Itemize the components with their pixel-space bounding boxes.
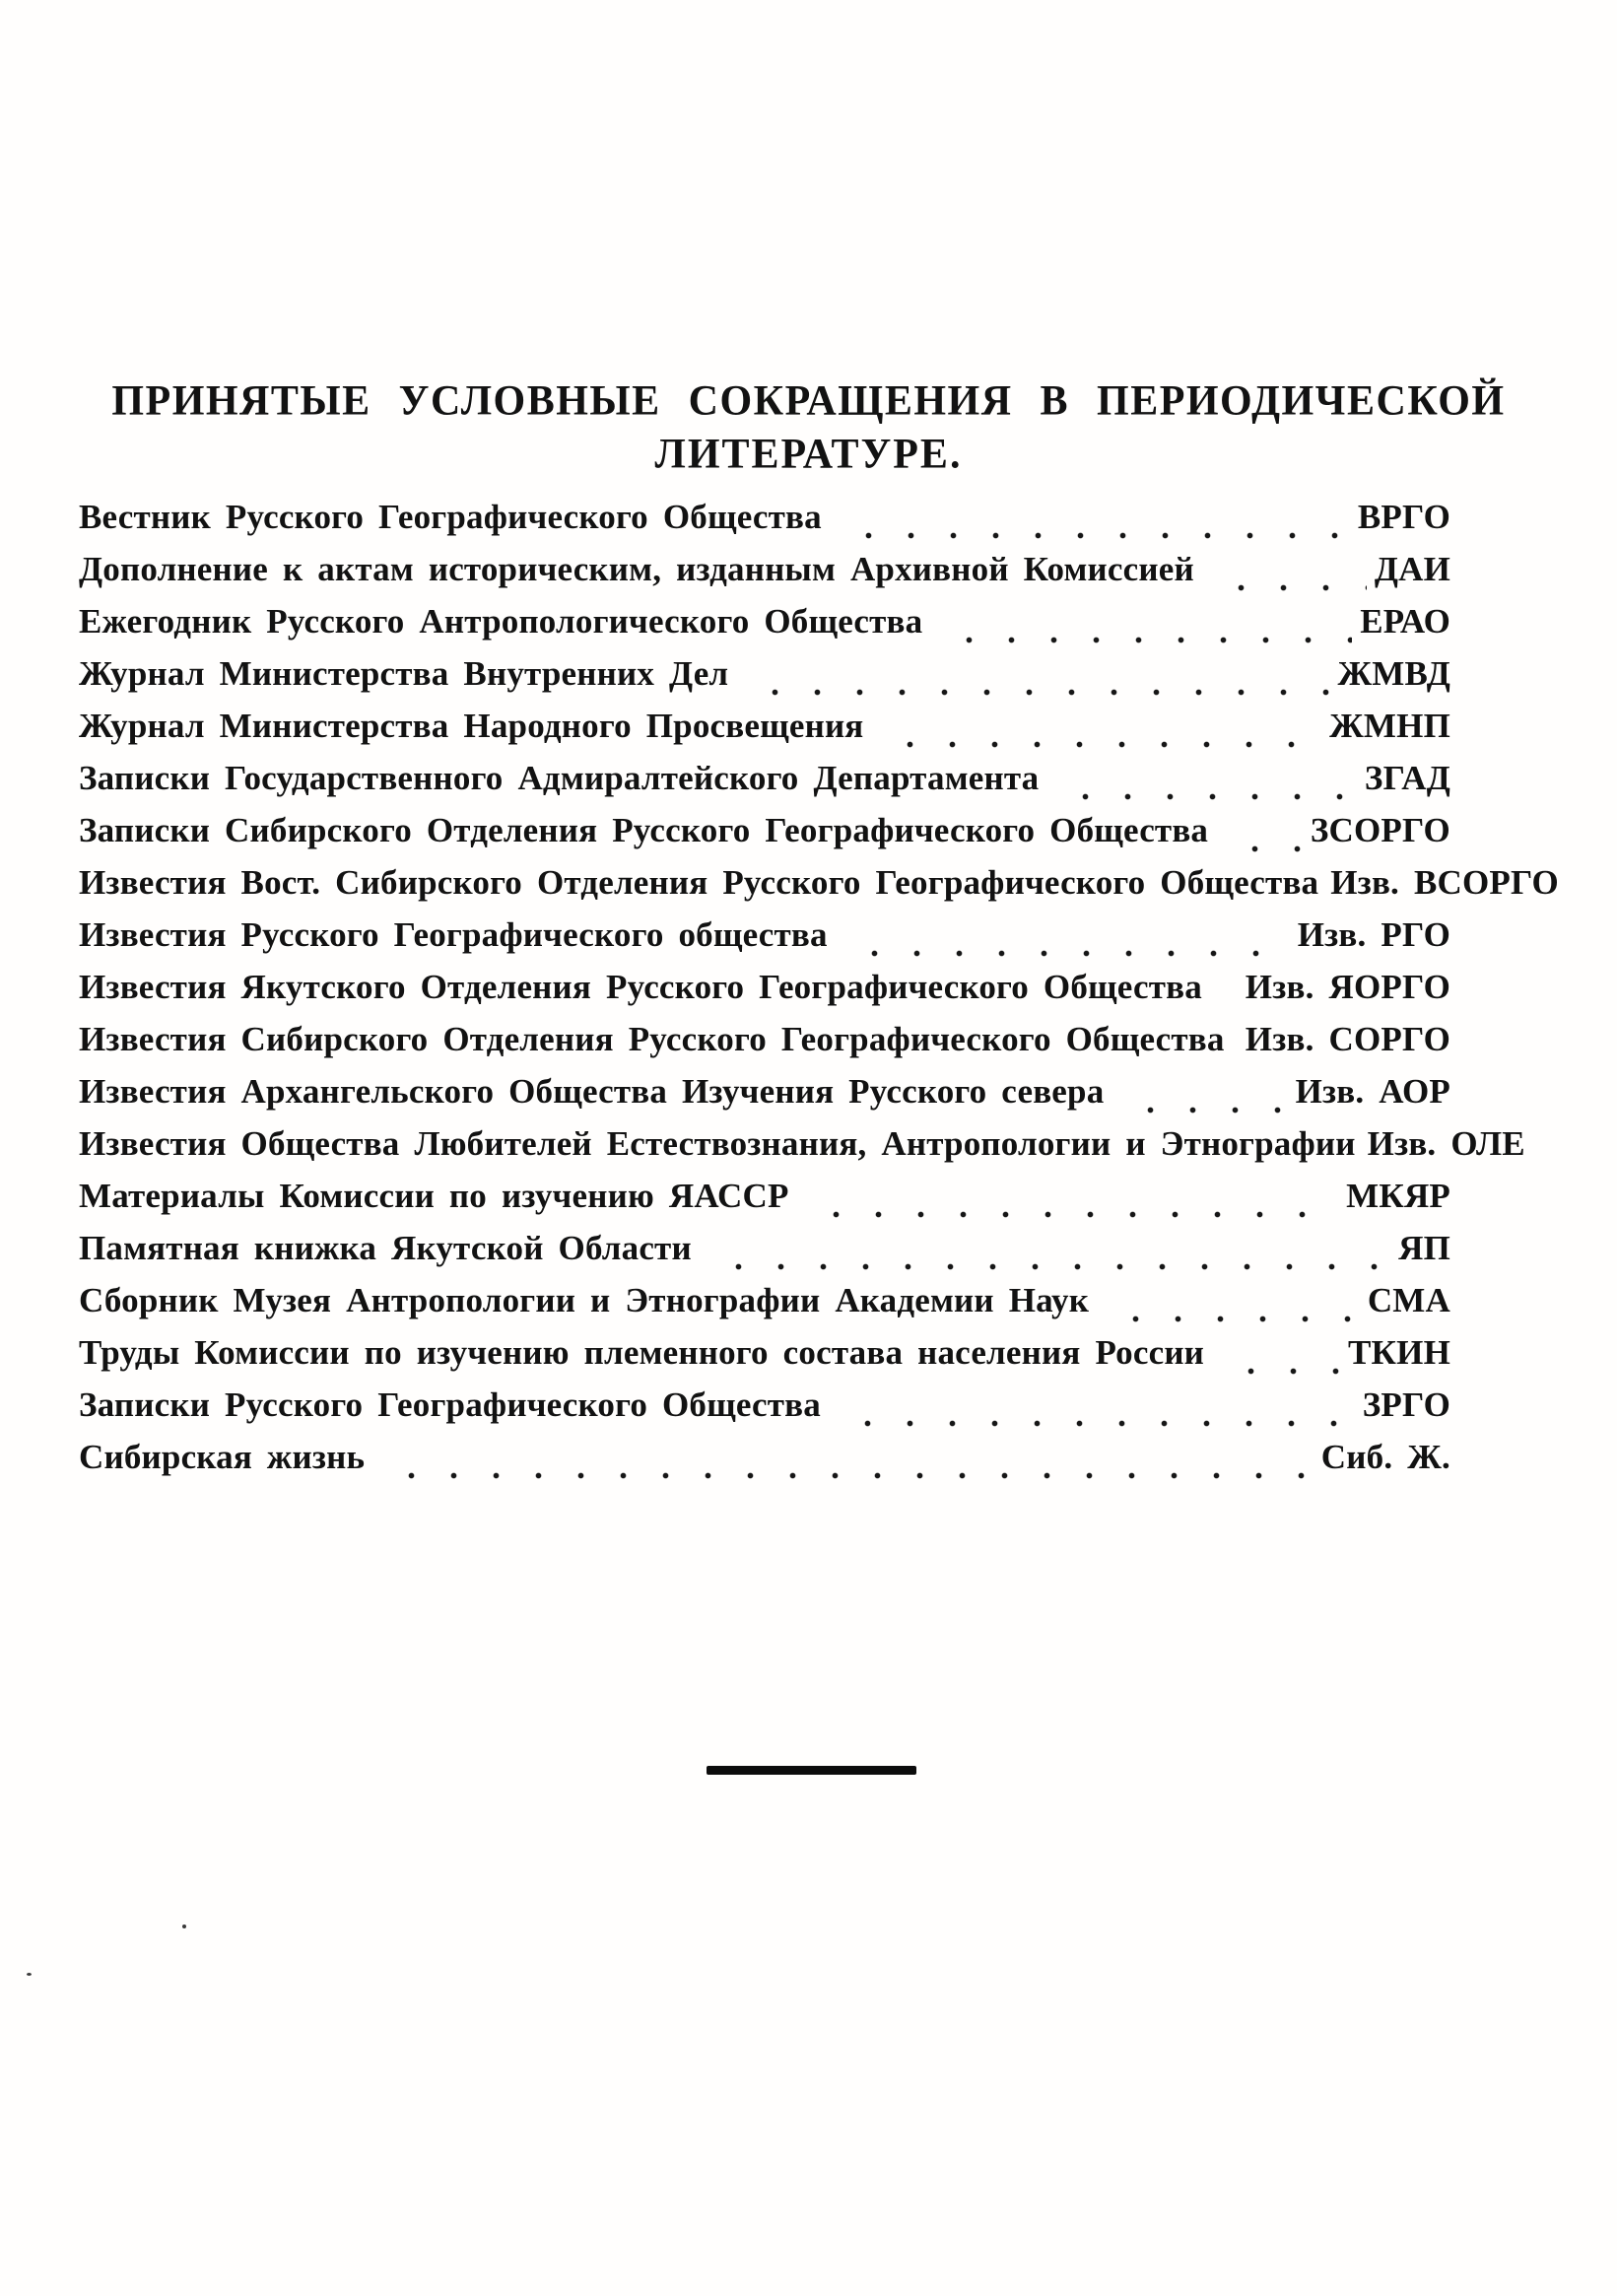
entry-abbr: ЗСОРГО (1310, 811, 1450, 849)
dot-leader (376, 1438, 1314, 1490)
abbreviation-row (79, 1385, 1450, 1438)
entry-label: Известия Якутского Отделения Русского Географического Общества (79, 968, 1202, 1006)
abbreviation-row (79, 811, 1450, 863)
entry-abbr: ЕРАО (1360, 602, 1450, 641)
dot-leader (704, 1229, 1390, 1281)
entry-label: Известия Сибирского Отделения Русского Географического Общества (79, 1020, 1225, 1058)
entry-label: Ежегодник Русского Антропологического Общества (79, 602, 923, 641)
page-title-line2: ЛИТЕРАТУРЕ. (654, 431, 963, 478)
abbreviation-row (79, 1124, 1525, 1177)
abbreviation-row (79, 654, 1450, 707)
entry-abbr: ЖМНП (1329, 707, 1450, 745)
entry-label: Известия Вост. Сибирского Отделения Русского Географического Общества (79, 863, 1319, 902)
abbreviation-row (79, 1177, 1450, 1229)
entry-abbr: Изв. АОР (1295, 1072, 1450, 1111)
entry-label: Сборник Музея Антропологии и Этнографии Академии Наук (79, 1281, 1090, 1319)
entry-label: Материалы Комиссии по изучению ЯАССР (79, 1177, 789, 1215)
dot-leader (1115, 1072, 1287, 1124)
abbreviation-row (79, 1229, 1450, 1281)
abbreviation-row (79, 550, 1450, 602)
dot-leader (1214, 968, 1238, 1020)
section-divider-rule (707, 1766, 916, 1775)
entry-abbr: ДАИ (1374, 550, 1450, 588)
dot-leader (833, 1385, 1355, 1438)
entry-abbr: Изв. ЯОРГО (1245, 968, 1450, 1006)
abbreviation-row (79, 1281, 1450, 1333)
dot-leader (740, 654, 1329, 707)
entry-abbr: ЯП (1398, 1229, 1450, 1267)
entry-label: Сибирская жизнь (79, 1438, 366, 1476)
entry-label: Известия Общества Любителей Естествознания, Антропологии и Этнографии (79, 1124, 1356, 1163)
entry-abbr: ЗГАД (1364, 759, 1450, 797)
entry-label: Известия Русского Географического общества (79, 915, 828, 954)
dot-leader (1237, 1020, 1238, 1072)
abbreviation-list (79, 498, 1559, 1490)
abbreviation-row (79, 915, 1450, 968)
abbreviation-row (79, 968, 1450, 1020)
abbreviation-row (79, 498, 1450, 550)
entry-abbr: Изв. РГО (1297, 915, 1450, 954)
scan-speck (27, 1973, 32, 1976)
entry-abbr: ЗРГО (1362, 1385, 1450, 1424)
entry-abbr: СМА (1367, 1281, 1450, 1319)
entry-abbr: ВРГО (1357, 498, 1450, 536)
dot-leader (801, 1177, 1339, 1229)
abbreviation-row (79, 1072, 1450, 1124)
abbreviation-row (79, 602, 1450, 654)
dot-leader (1216, 1333, 1340, 1385)
dot-leader (840, 915, 1290, 968)
abbreviation-row (79, 1020, 1450, 1072)
entry-abbr: ТКИН (1348, 1333, 1450, 1372)
abbreviation-row (79, 1333, 1450, 1385)
entry-label: Вестник Русского Географического Общества (79, 498, 822, 536)
entry-label: Труды Комиссии по изучению племенного состава населения России (79, 1333, 1205, 1372)
dot-leader (934, 602, 1352, 654)
entry-label: Журнал Министерства Народного Просвещения (79, 707, 864, 745)
dot-leader (1220, 811, 1303, 863)
entry-label: Журнал Министерства Внутренних Дел (79, 654, 729, 693)
dot-leader (1206, 550, 1367, 602)
abbreviation-row (79, 863, 1559, 915)
dot-leader (1101, 1281, 1360, 1333)
page-title-line1: ПРИНЯТЫЕ УСЛОВНЫЕ СОКРАЩЕНИЯ В ПЕРИОДИЧЕСКОЙ (111, 377, 1506, 425)
page-title (0, 374, 1617, 481)
entry-abbr: МКЯР (1346, 1177, 1450, 1215)
abbreviation-row (79, 759, 1450, 811)
entry-abbr: ЖМВД (1337, 654, 1450, 693)
entry-label: Записки Сибирского Отделения Русского Географического Общества (79, 811, 1209, 849)
entry-label: Дополнение к актам историческим, изданным Архивной Комиссией (79, 550, 1194, 588)
abbreviation-row (79, 1438, 1450, 1490)
entry-abbr: Изв. ОЛЕ (1367, 1124, 1525, 1163)
entry-abbr: Изв. СОРГО (1245, 1020, 1450, 1058)
dot-leader (875, 707, 1321, 759)
entry-label: Известия Архангельского Общества Изучения Русского севера (79, 1072, 1105, 1111)
entry-label: Записки Государственного Адмиралтейского Департамента (79, 759, 1040, 797)
entry-abbr: Изв. ВСОРГО (1330, 863, 1559, 902)
dot-leader (1050, 759, 1357, 811)
entry-label: Записки Русского Географического Общества (79, 1385, 821, 1424)
abbreviation-row (79, 707, 1450, 759)
entry-label: Памятная книжка Якутской Области (79, 1229, 692, 1267)
scan-speck (182, 1925, 186, 1928)
dot-leader (834, 498, 1350, 550)
entry-abbr: Сиб. Ж. (1320, 1438, 1450, 1476)
